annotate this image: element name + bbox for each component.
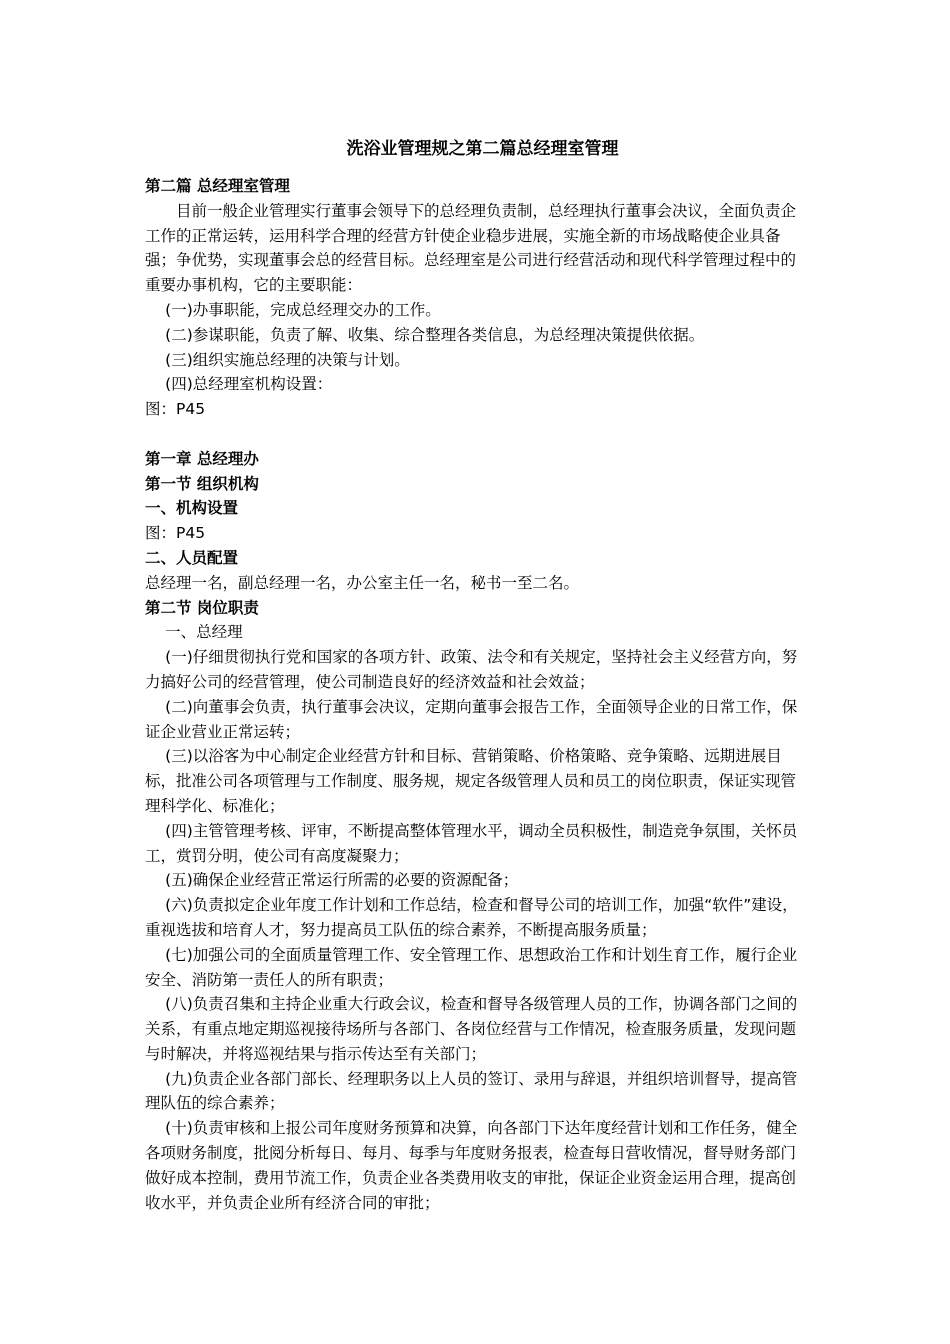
document-page <box>145 136 810 1215</box>
intro-paragraph: 目前一般企业管理实行董事会领导下的总经理负责制，总经理执行董事会决议，全面负责企工作的正常运转，运用科学合理的经营方针使企业稳步进展，实施全新的市场战略使企业具备强；争优势，实现董事会总的经营目标。总经理室是公司进行经营活动和现代科学管理过程中的重要办事机构，它的主要职能： <box>145 201 797 295</box>
role-heading: 一、总经理 <box>165 623 243 642</box>
figure-reference: 图：P45 <box>145 524 206 543</box>
duty-item: (八)负责召集和主持企业重大行政会议，检查和督导各级管理人员的工作，协调各部门之间的关系，有重点地定期巡视接待场所与各部门、各岗位经营与工作情况，检查服务质量，发现问题与时解决，并将巡视结果与指示传达至有关部门； <box>145 995 798 1063</box>
figure-reference: 图：P45 <box>145 400 206 419</box>
blank-line <box>145 422 810 447</box>
chapter-heading: 第一章 总经理办 <box>145 449 259 468</box>
staffing-paragraph: 总经理一名，副总经理一名，办公室主任一名，秘书一至二名。 <box>145 573 580 592</box>
duty-item: (九)负责企业各部门部长、经理职务以上人员的签订、录用与辞退，并组织培训督导，提高管理队伍的综合素养； <box>145 1069 798 1113</box>
section-heading-duties: 第二节 岗位职责 <box>145 598 259 617</box>
document-title: 洗浴业管理规之第二篇总经理室管理 <box>346 139 619 159</box>
subheading-staffing: 二、人员配置 <box>145 548 239 567</box>
subheading-structure: 一、机构设置 <box>145 499 239 518</box>
duty-item: (十)负责审核和上报公司年度财务预算和决算，向各部门下达年度经营计划和工作任务，健全各项财务制度，批阅分析每日、每月、每季与年度财务报表，检查每日营收情况，督导财务部门做好成本控制，费用节流工作，负责企业各类费用收支的审批，保证企业资金运用合理，提高创收水平，并负责企业所有经济合同的审批； <box>145 1119 798 1212</box>
function-item-4: (四)总经理室机构设置： <box>165 375 333 394</box>
section-heading-organization: 第一节 组织机构 <box>145 474 259 493</box>
duty-item: (七)加强公司的全面质量管理工作、安全管理工作、思想政治工作和计划生育工作，履行企业安全、消防第一责任人的所有职责； <box>145 945 798 989</box>
function-item-1: (一)办事职能，完成总经理交办的工作。 <box>165 300 441 319</box>
duty-item: (二)向董事会负责，执行董事会决议，定期向董事会报告工作，全面领导企业的日常工作，保证企业营业正常运转； <box>145 697 798 741</box>
function-item-2: (二)参谋职能，负责了解、收集、综合整理各类信息，为总经理决策提供依据。 <box>165 325 705 344</box>
duty-item: (五)确保企业经营正常运行所需的必要的资源配备； <box>165 871 519 890</box>
duty-item: (一)仔细贯彻执行党和国家的各项方针、政策、法令和有关规定，坚持社会主义经营方向，努力搞好公司的经营管理，使公司制造良好的经济效益和社会效益； <box>145 648 798 691</box>
duty-item: (三)以浴客为中心制定企业经营方针和目标、营销策略、价格策略、竞争策略、远期进展目标，批准公司各项管理与工作制度、服务规，规定各级管理人员和员工的岗位职责，保证实现管理科学化、标准化； <box>145 747 797 815</box>
function-item-3: (三)组织实施总经理的决策与计划。 <box>165 350 410 369</box>
duty-item: (六)负责拟定企业年度工作计划和工作总结，检查和督导公司的培训工作，加强“软件”建设，重视选拔和培育人才，努力提高员工队伍的综合素养，不断提高服务质量； <box>145 896 798 939</box>
duty-item: (四)主管管理考核、评审，不断提高整体管理水平，调动全员积极性，制造竞争氛围，关怀员工，赏罚分明，使公司有高度凝聚力； <box>145 821 798 865</box>
part-heading: 第二篇 总经理室管理 <box>145 177 290 195</box>
